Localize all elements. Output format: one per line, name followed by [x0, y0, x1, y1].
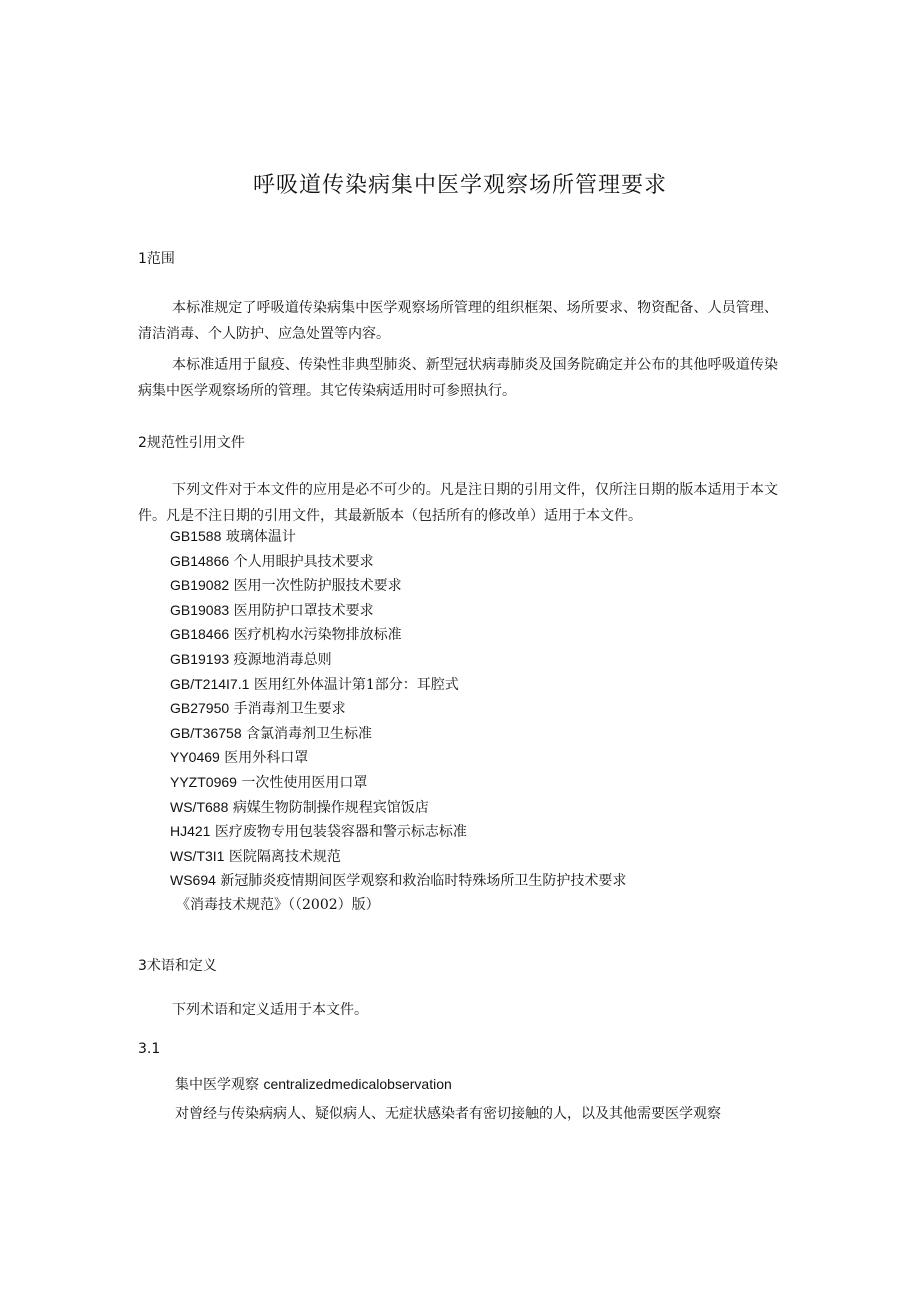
reference-name: 疫源地消毒总则	[233, 651, 332, 668]
reference-name: 玻璃体温计	[225, 529, 296, 545]
term-definition: 对曾经与传染病病人、疑似病人、无症状感染者有密切接触的人，以及其他需要医学观察	[175, 1106, 721, 1122]
reference-name: 病媒生物防制操作规程宾馆饭店	[232, 799, 429, 816]
section-2-intro: 下列文件对于本文件的应用是必不可少的。凡是注日期的引用文件，仅所注日期的版本适用于本文件。凡是不注日期的引用文件，其最新版本（包括所有的修改单）适用于本文件。	[138, 482, 778, 524]
reference-item	[170, 819, 626, 844]
reference-item	[170, 672, 626, 697]
reference-code: GB/T214I7.1	[170, 675, 250, 692]
reference-code: HJ421	[170, 823, 211, 840]
reference-code: GB14866	[170, 552, 230, 569]
reference-item	[170, 795, 626, 820]
section-1-paragraph-1: 本标准规定了呼吸道传染病集中医学观察场所管理的组织框架、场所要求、物资配备、人员管理、清洁消毒、个人防护、应急处置等内容。	[138, 300, 778, 342]
reference-name: 新冠肺炎疫情期间医学观察和救治临时特殊场所卫生防护技术要求	[220, 873, 627, 890]
section-3-intro: 下列术语和定义适用于本文件。	[172, 1002, 368, 1018]
reference-item	[170, 524, 626, 549]
reference-item	[170, 598, 626, 623]
reference-code: GB1588	[170, 528, 222, 544]
reference-item	[170, 622, 626, 647]
reference-code: YY0469	[170, 749, 220, 766]
reference-item	[170, 868, 626, 893]
reference-name: 医用外科口罩	[224, 750, 309, 767]
reference-name: 医用红外体温计第1部分：耳腔式	[253, 676, 459, 693]
reference-code: GB19083	[170, 601, 230, 618]
reference-item	[170, 893, 626, 918]
reference-item	[170, 647, 626, 672]
reference-item	[170, 844, 626, 869]
reference-list	[170, 524, 626, 918]
page-title: 呼吸道传染病集中医学观察场所管理要求	[252, 173, 667, 198]
reference-name: 《消毒技术规范》（（2002）版）	[176, 896, 380, 913]
reference-code: GB18466	[170, 626, 230, 643]
reference-name: 个人用眼护具技术要求	[233, 553, 374, 570]
section-1-heading: 1范围	[138, 251, 175, 267]
reference-name: 医用一次性防护服技术要求	[233, 578, 402, 595]
subsection-3-1-number: 3.1	[138, 1041, 161, 1057]
reference-code: YYZT0969	[170, 773, 237, 790]
reference-item	[170, 745, 626, 770]
reference-code: GB19193	[170, 650, 230, 667]
reference-name: 医院隔离技术规范	[228, 848, 341, 865]
term-entry	[175, 1074, 452, 1094]
reference-code: WS694	[170, 872, 216, 889]
reference-item	[170, 696, 626, 721]
reference-name: 医疗机构水污染物排放标准	[233, 627, 402, 644]
reference-item	[170, 573, 626, 598]
reference-item	[170, 770, 626, 795]
reference-item	[170, 721, 626, 746]
section-1-paragraph-2: 本标准适用于鼠疫、传染性非典型肺炎、新型冠状病毒肺炎及国务院确定并公布的其他呼吸道传染病集中医学观察场所的管理。其它传染病适用时可参照执行。	[138, 357, 778, 399]
reference-code: GB19082	[170, 577, 230, 594]
reference-code: GB/T36758	[170, 724, 242, 741]
reference-name: 含氯消毒剂卫生标准	[246, 725, 373, 742]
reference-code: WS/T3I1	[170, 847, 225, 864]
reference-name: 一次性使用医用口罩	[241, 774, 368, 791]
reference-name: 医疗废物专用包装袋容器和警示标志标准	[214, 824, 467, 841]
reference-code: WS/T688	[170, 798, 229, 815]
reference-name: 医用防护口罩技术要求	[233, 602, 374, 619]
reference-name: 手消毒剂卫生要求	[233, 701, 346, 718]
section-2-heading: 2规范性引用文件	[138, 435, 245, 451]
term-chinese: 集中医学观察	[175, 1077, 259, 1093]
term-english: centralizedmedicalobservation	[263, 1076, 452, 1092]
reference-item	[170, 549, 626, 574]
reference-code: GB27950	[170, 700, 230, 717]
section-3-heading: 3术语和定义	[138, 958, 217, 974]
